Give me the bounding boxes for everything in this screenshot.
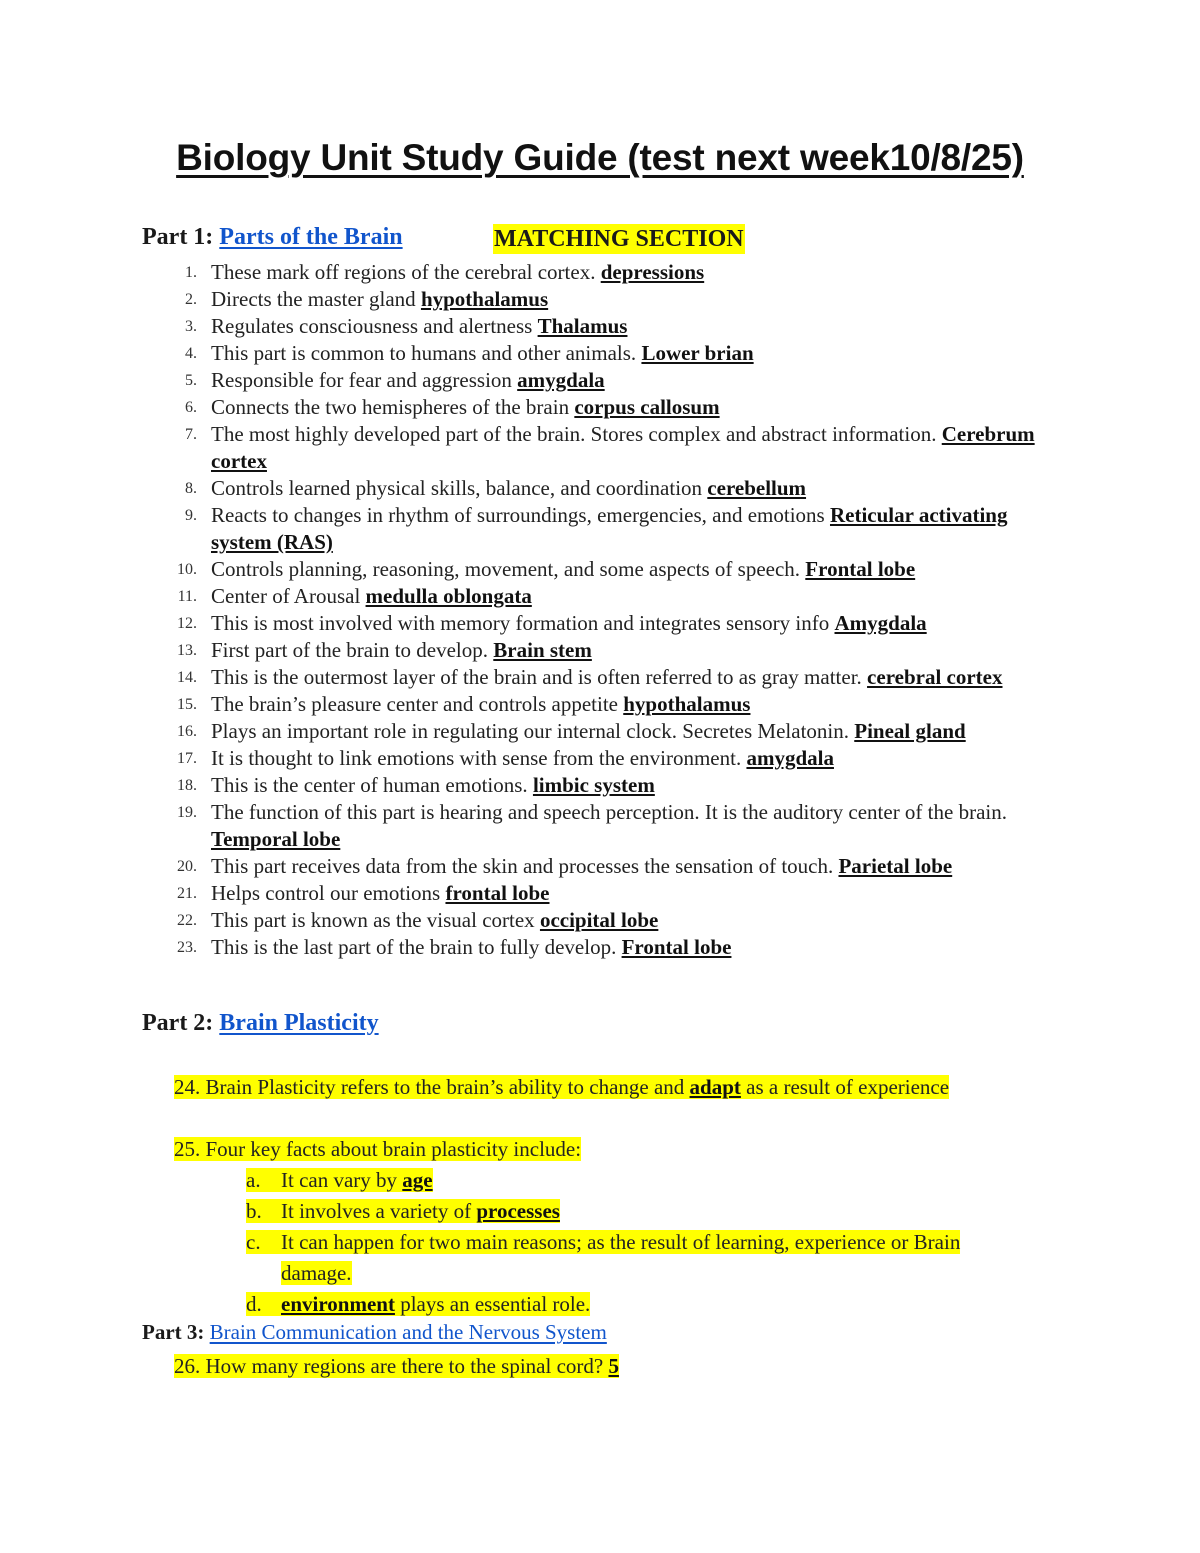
item-text: Reacts to changes in rhythm of surroundings, emergencies, and emotions	[211, 503, 830, 527]
item-answer: hypothalamus	[623, 692, 751, 716]
list-item	[0, 772, 1200, 799]
item-text: The brain’s pleasure center and controls appetite	[211, 692, 624, 716]
item-text: Directs the master gland	[211, 287, 421, 311]
part2-link[interactable]: Brain Plasticity	[219, 1010, 379, 1036]
item-answer: depressions	[600, 260, 705, 284]
item-number: 20.	[177, 858, 197, 875]
list-item	[0, 664, 1200, 691]
question-24	[174, 1073, 949, 1101]
question-25	[174, 1135, 581, 1163]
q25-subitem-b	[246, 1196, 560, 1226]
q25-subitem-c	[246, 1227, 960, 1257]
list-item	[0, 934, 1200, 961]
part3-heading	[142, 1320, 607, 1345]
item-answer: Reticular activating system (RAS)	[211, 503, 1008, 554]
q25-d-letter: d.	[246, 1292, 262, 1316]
item-text: This is the center of human emotions.	[211, 773, 533, 797]
part2-label: Part 2:	[142, 1010, 214, 1036]
q25-b-letter: b.	[246, 1199, 262, 1223]
item-answer: Pineal gland	[854, 719, 966, 743]
q25-subitem-d	[246, 1289, 590, 1319]
item-number: 11.	[177, 588, 197, 605]
item-number: 10.	[177, 561, 197, 578]
q26-text: 26. How many regions are there to the spinal cord?	[174, 1354, 609, 1378]
q24-text: 24. Brain Plasticity refers to the brain’s ability to change and	[174, 1075, 690, 1099]
item-answer: medulla oblongata	[365, 584, 532, 608]
item-text: Center of Arousal	[211, 584, 366, 608]
item-number: 12.	[177, 615, 197, 632]
item-text: This part receives data from the skin and processes the sensation of touch.	[211, 854, 839, 878]
item-answer: Thalamus	[537, 314, 628, 338]
part1-question-list	[0, 259, 1200, 961]
item-number: 17.	[177, 750, 197, 767]
item-number: 19.	[177, 804, 197, 821]
q25-subitem-c-continued	[281, 1258, 352, 1288]
list-item	[0, 907, 1200, 934]
item-text: This is most involved with memory formation and integrates sensory info	[211, 611, 835, 635]
item-text: This is the outermost layer of the brain and is often referred to as gray matter.	[211, 665, 868, 689]
list-item	[0, 394, 1200, 421]
item-number: 6.	[185, 399, 197, 416]
list-item	[0, 367, 1200, 394]
item-answer: amygdala	[517, 368, 605, 392]
list-item	[0, 583, 1200, 610]
item-number: 23.	[177, 939, 197, 956]
item-text: Responsible for fear and aggression	[211, 368, 518, 392]
item-number: 22.	[177, 912, 197, 929]
item-text: Controls planning, reasoning, movement, and some aspects of speech.	[211, 557, 806, 581]
item-text: This part is common to humans and other animals.	[211, 341, 642, 365]
item-answer: Cerebrum cortex	[211, 422, 1035, 473]
item-number: 18.	[177, 777, 197, 794]
item-text: This is the last part of the brain to fully develop.	[211, 935, 622, 959]
item-answer: Frontal lobe	[621, 935, 732, 959]
item-number: 21.	[177, 885, 197, 902]
item-number: 8.	[185, 480, 197, 497]
item-answer: cerebellum	[707, 476, 807, 500]
list-item	[0, 745, 1200, 772]
q25-b-text: It involves a variety of	[281, 1199, 477, 1223]
list-item	[0, 880, 1200, 907]
item-answer: Brain stem	[493, 638, 592, 662]
list-item	[0, 637, 1200, 664]
list-item	[0, 502, 1200, 556]
list-item	[0, 610, 1200, 637]
document-title: Biology Unit Study Guide (test next week10/8/25)	[176, 137, 1024, 178]
item-answer: limbic system	[532, 773, 655, 797]
item-text: Controls learned physical skills, balance, and coordination	[211, 476, 708, 500]
list-item	[0, 853, 1200, 880]
item-answer: amygdala	[746, 746, 834, 770]
item-number: 4.	[185, 345, 197, 362]
part1-label: Part 1:	[142, 224, 214, 250]
list-item	[0, 313, 1200, 340]
item-number: 13.	[177, 642, 197, 659]
item-number: 15.	[177, 696, 197, 713]
item-answer: Temporal lobe	[211, 827, 341, 851]
item-answer: Parietal lobe	[838, 854, 953, 878]
q25-text: 25. Four key facts about brain plasticity include:	[174, 1137, 582, 1161]
question-26	[174, 1352, 619, 1380]
list-item	[0, 286, 1200, 313]
item-answer: Amygdala	[834, 611, 927, 635]
part3-link[interactable]: Brain Communication and the Nervous System	[209, 1320, 607, 1344]
q25-c-letter: c.	[246, 1230, 261, 1254]
list-item	[0, 691, 1200, 718]
item-text: The most highly developed part of the brain. Stores complex and abstract information.	[211, 422, 942, 446]
item-text: Regulates consciousness and alertness	[211, 314, 538, 338]
q26-answer: 5	[608, 1354, 619, 1378]
item-text: This part is known as the visual cortex	[211, 908, 540, 932]
item-number: 1.	[185, 264, 197, 281]
item-answer: corpus callosum	[574, 395, 720, 419]
q25-a-letter: a.	[246, 1168, 261, 1192]
q25-subitem-a	[246, 1165, 433, 1195]
item-answer: occipital lobe	[539, 908, 659, 932]
q25-d-answer: environment	[281, 1292, 395, 1316]
list-item	[0, 475, 1200, 502]
list-item	[0, 799, 1200, 853]
q25-d-text: plays an essential role.	[394, 1292, 591, 1316]
item-text: These mark off regions of the cerebral cortex.	[211, 260, 601, 284]
item-answer: frontal lobe	[445, 881, 550, 905]
item-number: 16.	[177, 723, 197, 740]
list-item	[0, 421, 1200, 475]
q25-c-text-line1: It can happen for two main reasons; as the result of learning, experience or Brain	[281, 1230, 961, 1254]
part2-heading	[142, 1010, 379, 1037]
item-answer: Lower brian	[641, 341, 754, 365]
item-text: It is thought to link emotions with sense from the environment.	[211, 746, 747, 770]
part3-label: Part 3:	[142, 1320, 205, 1344]
q24-text-after: as a result of experience	[740, 1075, 950, 1099]
item-answer: cerebral cortex	[867, 665, 1003, 689]
item-number: 7.	[185, 426, 197, 443]
q25-b-answer: processes	[476, 1199, 560, 1223]
item-answer: hypothalamus	[420, 287, 549, 311]
list-item	[0, 259, 1200, 286]
item-text: Plays an important role in regulating our internal clock. Secretes Melatonin.	[211, 719, 855, 743]
q25-a-text: It can vary by	[281, 1168, 403, 1192]
item-text: The function of this part is hearing and speech perception. It is the auditory center of the brain.	[211, 800, 1007, 824]
item-answer: Frontal lobe	[805, 557, 916, 581]
part1-heading	[142, 224, 403, 251]
q25-c-text-line2: damage.	[281, 1261, 352, 1285]
item-number: 14.	[177, 669, 197, 686]
item-number: 2.	[185, 291, 197, 308]
item-text: Helps control our emotions	[211, 881, 446, 905]
item-number: 5.	[185, 372, 197, 389]
q24-answer: adapt	[689, 1075, 741, 1099]
item-number: 3.	[185, 318, 197, 335]
list-item	[0, 556, 1200, 583]
item-number: 9.	[185, 507, 197, 524]
list-item	[0, 340, 1200, 367]
q25-a-answer: age	[402, 1168, 433, 1192]
list-item	[0, 718, 1200, 745]
item-text: Connects the two hemispheres of the brain	[211, 395, 575, 419]
matching-section-badge: MATCHING SECTION	[494, 226, 744, 252]
part1-link[interactable]: Parts of the Brain	[219, 224, 403, 250]
item-text: First part of the brain to develop.	[211, 638, 494, 662]
